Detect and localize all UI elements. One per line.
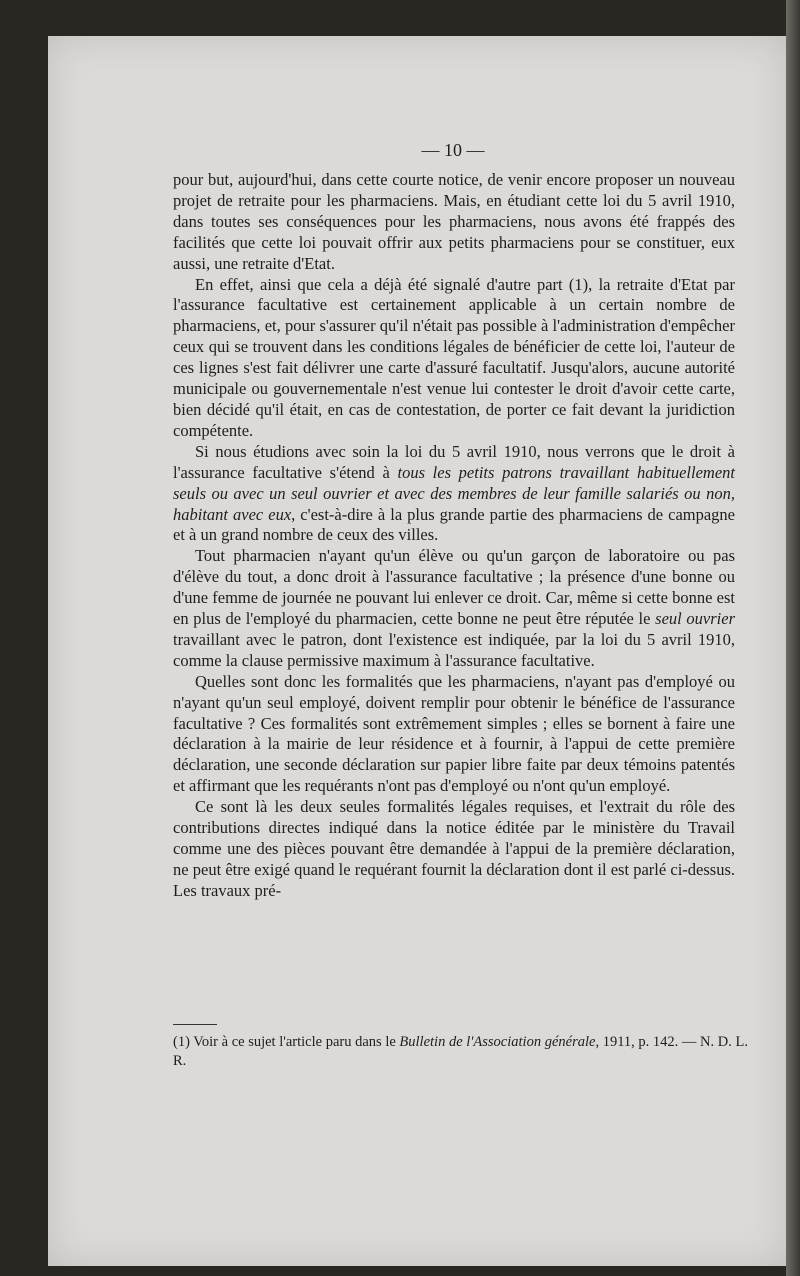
paragraph-4-text-end: travaillant avec le patron, dont l'existence est indiquée, par la loi du 5 avril 1910, comme la clause permissive maximum à l'assurance facultative. bbox=[173, 629, 735, 670]
paragraph-4-italic-term: seul ouvrier bbox=[655, 609, 735, 629]
paragraph-2: En effet, ainsi que cela a déjà été signalé d'autre part (1), la retraite d'Etat par l'assurance facultative est certainement applicable à un certain nombre de pharmaciens, et, pour s'assurer qu'il n'était pas possible à l'administration d'empêcher ceux qui se trouvent dans les conditions légales de bénéficier de cette loi, l'auteur de ces lignes s'est fait délivrer une carte d'assuré facultatif. Jusqu'alors, aucune autorité municipale ou gouvernementale n'est venue lui contester le droit d'avoir cette carte, bien décidé qu'il était, en cas de contestation, de porter ce fait devant la juridiction compétente. bbox=[173, 274, 735, 440]
paragraph-4-text-start: Tout pharmacien n'ayant qu'un élève ou qu'un garçon de laboratoire ou pas d'élève du tout, a donc droit à l'assurance facultative ; la présence d'une bonne ou d'une femme de journée ne pouvant lui enlever ce droit. Car, même si cette bonne est en plus de l'employé du pharmacien, cette bonne ne peut être réputée le bbox=[173, 546, 735, 629]
paragraph-6: Ce sont là les deux seules formalités légales requises, et l'extrait du rôle des contributions directes indiqué dans la notice éditée par le ministère du Travail comme une des pièces pouvant être demandée à l'appui de la première déclaration, ne peut être exigé quand le requérant fournit la déclaration dont il est parlé ci-dessus. Les travaux pré- bbox=[173, 797, 735, 900]
paragraph-3-text-end: , c'est-à-dire à la plus grande partie des pharmaciens de campagne et à un grand nombre de ceux des villes. bbox=[173, 504, 736, 545]
paragraph-5: Quelles sont donc les formalités que les pharmaciens, n'ayant pas d'employé ou n'ayant qu'un seul employé, doivent remplir pour obtenir le bénéfice de l'assurance facultative ? Ces formalités sont extrêmement simples ; elles se bornent à faire une déclaration à la mairie de leur résidence et à fournir, à l'appui de cette première déclaration, une seconde déclaration sur papier libre faite par deux témoins patentés et affirmant que les requérants n'ont pas d'employé ou n'ont qu'un employé. bbox=[173, 671, 735, 796]
paragraph-3-italic-quote: tous les petits patrons travaillant habituellement seuls ou avec un seul ouvrier et avec des membres de leur famille salariés ou non, habitant avec eux bbox=[173, 462, 735, 524]
footnote-rule bbox=[173, 1024, 217, 1025]
footnote-text-end: , 1911, p. 142. — N. D. L. R. bbox=[173, 1034, 749, 1069]
footnote bbox=[173, 1033, 748, 1071]
book-page-edge bbox=[786, 0, 800, 1276]
scan-background-top bbox=[0, 0, 800, 36]
page-number: — 10 — bbox=[421, 140, 485, 160]
footnote-bulletin-title: Bulletin de l'Association générale bbox=[399, 1034, 596, 1050]
paragraph-3-text-start: Si nous étudions avec soin la loi du 5 avril 1910, nous verrons que le droit à l'assurance facultative s'étend à bbox=[173, 441, 735, 482]
footnote-text-start: (1) Voir à ce sujet l'article paru dans le bbox=[173, 1034, 400, 1050]
paragraph-1: pour but, aujourd'hui, dans cette courte notice, de venir encore proposer un nouveau projet de retraite pour les pharmaciens. Mais, en étudiant cette loi du 5 avril 1910, dans toutes ses conséquences pour les pharmaciens, nous avons été frappés des facilités que cette loi pouvait offrir aux petits pharmaciens pour se constituer, eux aussi, une retraite d'Etat. bbox=[173, 170, 735, 273]
paragraph-4 bbox=[173, 546, 735, 671]
body-text bbox=[173, 170, 735, 902]
paragraph-3 bbox=[173, 442, 735, 547]
